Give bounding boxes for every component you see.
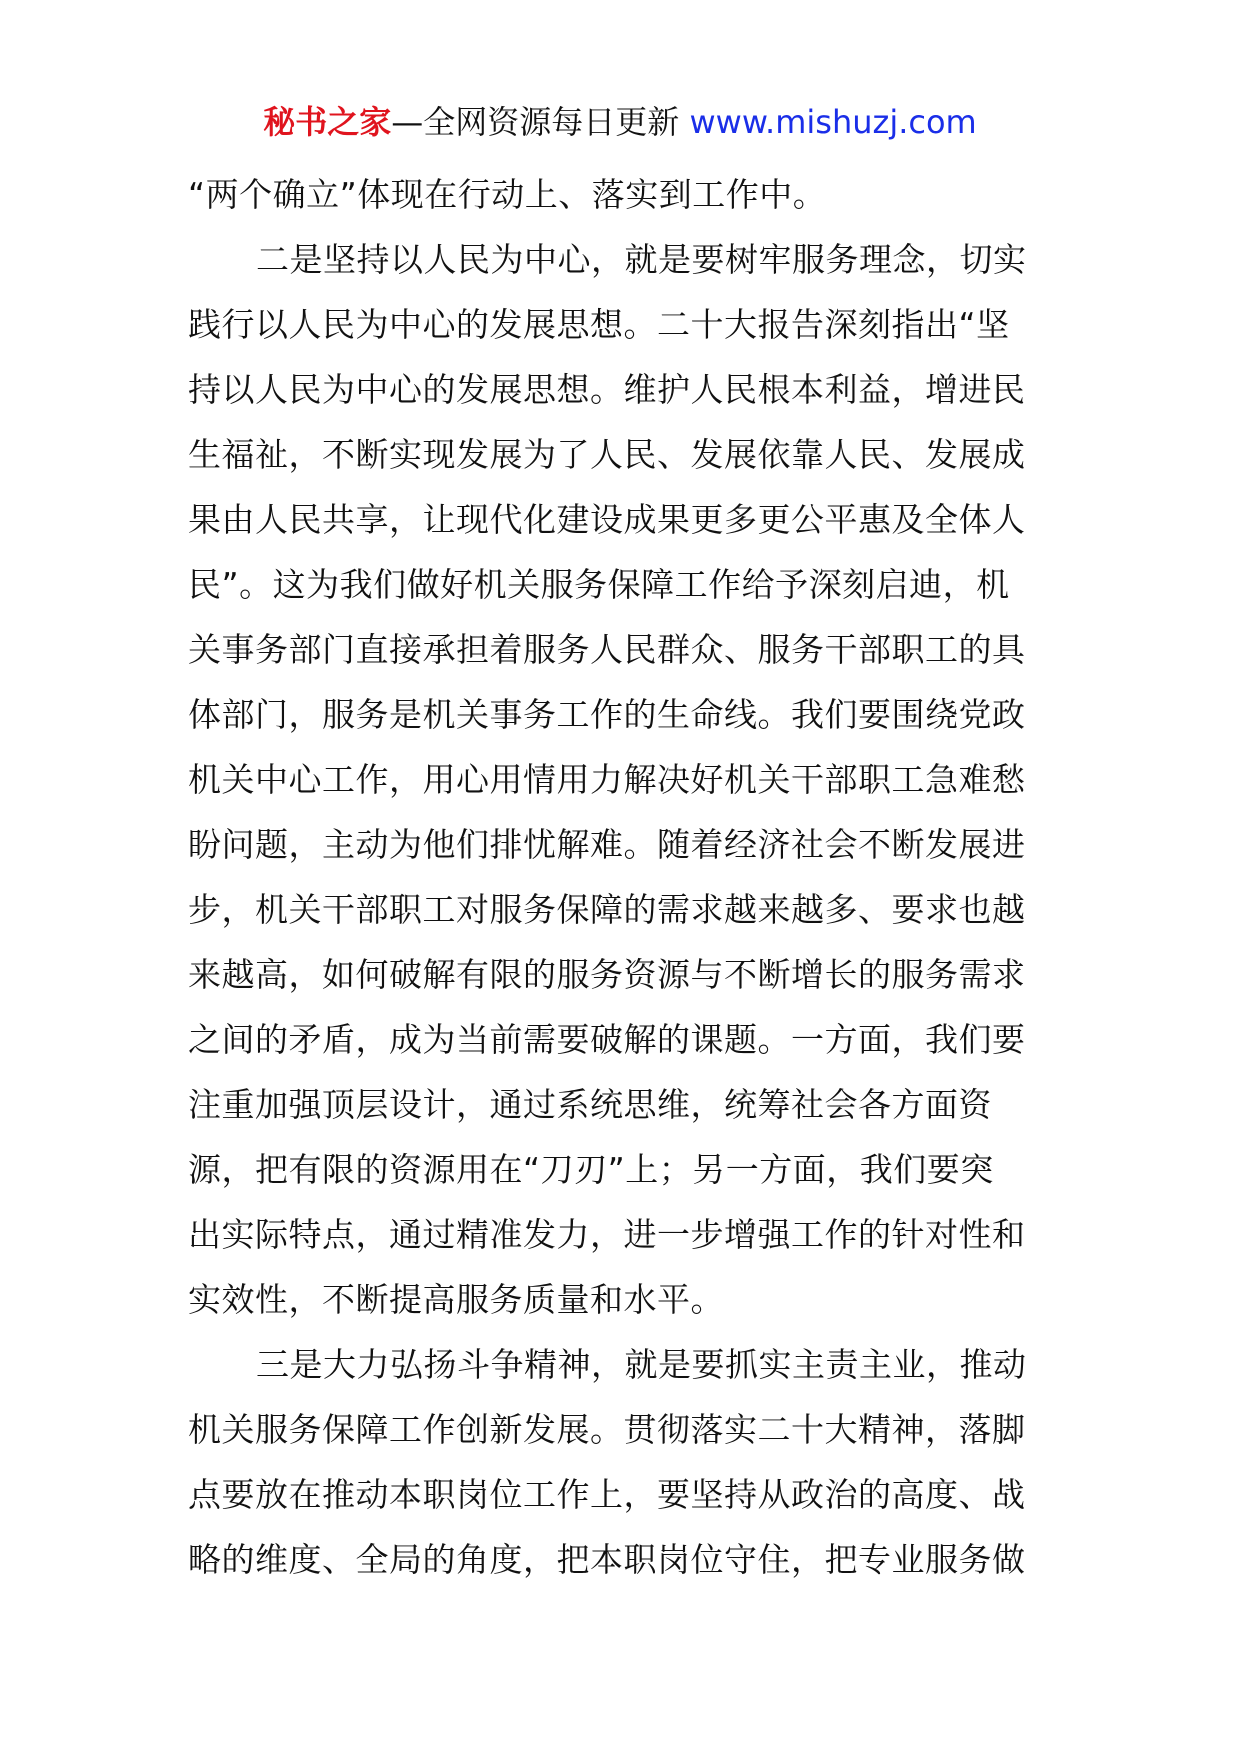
text-line: 机关服务保障工作创新发展。贯彻落实二十大精神，落脚 — [188, 1410, 1026, 1449]
paragraph-start-line: 三是大力弘扬斗争精神，就是要抓实主责主业，推动 — [256, 1345, 1027, 1384]
brand-name: 秘书之家 — [263, 103, 392, 141]
website-link[interactable]: www.mishuzj.com — [689, 103, 977, 141]
text-line: 注重加强顶层设计，通过系统思维，统筹社会各方面资 — [188, 1085, 992, 1124]
text-line: 践行以人民为中心的发展思想。二十大报告深刻指出“坚 — [188, 305, 1010, 344]
paragraph-start-line: 二是坚持以人民为中心，就是要树牢服务理念，切实 — [256, 240, 1027, 279]
text-line: 点要放在推动本职岗位工作上，要坚持从政治的高度、战 — [188, 1475, 1026, 1514]
text-line: “两个确立”体现在行动上、落实到工作中。 — [188, 175, 827, 214]
watermark-header — [0, 100, 1240, 144]
text-line: 体部门，服务是机关事务工作的生命线。我们要围绕党政 — [188, 695, 1026, 734]
text-line: 生福祉，不断实现发展为了人民、发展依靠人民、发展成 — [188, 435, 1026, 474]
text-line: 机关中心工作，用心用情用力解决好机关干部职工急难愁 — [188, 760, 1026, 799]
text-line: 出实际特点，通过精准发力，进一步增强工作的针对性和 — [188, 1215, 1026, 1254]
header-tagline: —全网资源每日更新 — [391, 103, 690, 141]
text-line: 实效性，不断提高服务质量和水平。 — [188, 1280, 724, 1319]
text-line: 果由人民共享，让现代化建设成果更多更公平惠及全体人 — [188, 500, 1026, 539]
document-body — [188, 162, 1056, 1592]
text-line: 关事务部门直接承担着服务人民群众、服务干部职工的具 — [188, 630, 1026, 669]
text-line: 来越高，如何破解有限的服务资源与不断增长的服务需求 — [188, 955, 1026, 994]
text-line: 之间的矛盾，成为当前需要破解的课题。一方面，我们要 — [188, 1020, 1026, 1059]
text-line: 源，把有限的资源用在“刀刃”上；另一方面，我们要突 — [188, 1150, 994, 1189]
text-line: 持以人民为中心的发展思想。维护人民根本利益，增进民 — [188, 370, 1026, 409]
text-line: 略的维度、全局的角度，把本职岗位守住，把专业服务做 — [188, 1540, 1026, 1579]
text-line: 盼问题，主动为他们排忧解难。随着经济社会不断发展进 — [188, 825, 1026, 864]
text-line: 民”。这为我们做好机关服务保障工作给予深刻启迪，机 — [188, 565, 1010, 604]
text-line: 步，机关干部职工对服务保障的需求越来越多、要求也越 — [188, 890, 1026, 929]
